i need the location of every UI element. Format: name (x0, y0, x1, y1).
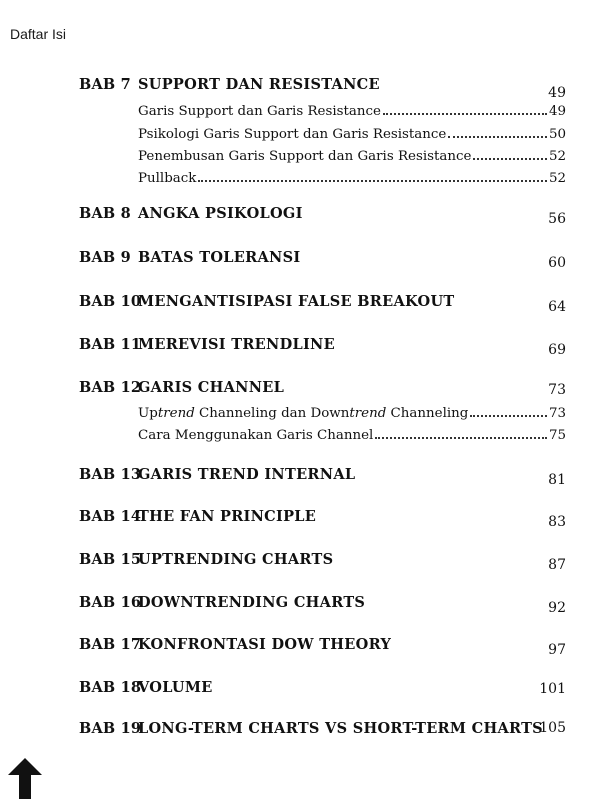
toc-subentry[interactable] (138, 124, 566, 142)
toc-subentry[interactable] (138, 403, 566, 421)
chapter-title: KONFRONTASI DOW THEORY (138, 636, 392, 653)
toc-chapter-13[interactable] (79, 466, 566, 490)
chapter-title: MEREVISI TRENDLINE (138, 336, 335, 353)
chapter-label: BAB 18 (79, 679, 142, 696)
toc-chapter-9[interactable] (79, 249, 566, 273)
subentry-page: 52 (548, 149, 566, 164)
chapter-page: 97 (548, 642, 566, 658)
toc-chapter-10[interactable] (79, 293, 566, 317)
subentry-title: Psikologi Garis Support dan Garis Resistance (138, 127, 447, 142)
chapter-title: UPTRENDING CHARTS (138, 551, 334, 568)
dot-leader (383, 113, 547, 115)
chapter-page: 83 (548, 514, 566, 530)
chapter-page: 60 (548, 255, 566, 271)
dot-leader (375, 437, 547, 439)
chapter-label: BAB 14 (79, 508, 142, 525)
subentry-title: Cara Menggunakan Garis Channel (138, 428, 374, 443)
chapter-title: THE FAN PRINCIPLE (138, 508, 317, 525)
dot-leader (448, 136, 547, 138)
chapter-title: BATAS TOLERANSI (138, 249, 301, 266)
subentry-page: 75 (548, 428, 566, 443)
dot-leader (198, 180, 547, 182)
toc-subentry[interactable] (138, 101, 566, 119)
up-arrow-icon[interactable] (8, 758, 42, 799)
toc-chapter-11[interactable] (79, 336, 566, 360)
chapter-page: 69 (548, 342, 566, 358)
chapter-page: 87 (548, 557, 566, 573)
chapter-title: DOWNTRENDING CHARTS (138, 594, 366, 611)
toc-subentry[interactable] (138, 146, 566, 164)
chapter-title: ANGKA PSIKOLOGI (138, 205, 303, 222)
chapter-title: MENGANTISIPASI FALSE BREAKOUT (138, 293, 455, 310)
chapter-page: 101 (539, 681, 566, 697)
subentry-page: 73 (548, 406, 566, 421)
chapter-label: BAB 19 (79, 720, 142, 737)
chapter-label: BAB 8 (79, 205, 131, 222)
chapter-label: BAB 15 (79, 551, 142, 568)
toc-chapter-18[interactable] (79, 679, 566, 703)
chapter-label: BAB 11 (79, 336, 142, 353)
subentry-title: Penembusan Garis Support dan Garis Resistance (138, 149, 472, 164)
chapter-label: BAB 16 (79, 594, 142, 611)
chapter-title: GARIS CHANNEL (138, 379, 285, 396)
chapter-label: BAB 9 (79, 249, 131, 266)
chapter-label: BAB 17 (79, 636, 142, 653)
chapter-label: BAB 12 (79, 379, 142, 396)
chapter-page: 81 (548, 472, 566, 488)
chapter-page: 92 (548, 600, 566, 616)
subentry-title: Uptrend Channeling dan Downtrend Channeling (138, 406, 469, 421)
dot-leader (470, 415, 547, 417)
toc-subentry[interactable] (138, 168, 566, 186)
chapter-label: BAB 13 (79, 466, 142, 483)
toc-chapter-8[interactable] (79, 205, 566, 229)
subentry-title: Garis Support dan Garis Resistance (138, 104, 381, 119)
toc-chapter-7[interactable] (79, 76, 566, 100)
page-header-title: Daftar Isi (10, 26, 67, 42)
subentry-page: 50 (548, 127, 566, 142)
toc-chapter-19[interactable] (79, 720, 566, 744)
chapter-title: GARIS TREND INTERNAL (138, 466, 356, 483)
chapter-label: BAB 7 (79, 76, 131, 93)
chapter-title: SUPPORT DAN RESISTANCE (138, 76, 380, 93)
toc-chapter-12[interactable] (79, 379, 566, 403)
subentry-page: 49 (548, 104, 566, 119)
toc-subentry[interactable] (138, 425, 566, 443)
toc-chapter-17[interactable] (79, 636, 566, 660)
chapter-label: BAB 10 (79, 293, 142, 310)
chapter-page: 56 (548, 211, 566, 227)
chapter-title: LONG-TERM CHARTS VS SHORT-TERM CHARTS (138, 720, 543, 737)
toc-chapter-14[interactable] (79, 508, 566, 532)
chapter-page: 73 (548, 382, 566, 398)
toc-chapter-15[interactable] (79, 551, 566, 575)
chapter-page: 105 (539, 720, 566, 736)
chapter-page: 64 (548, 299, 566, 315)
chapter-title: VOLUME (138, 679, 213, 696)
chapter-page: 49 (548, 85, 566, 101)
subentry-page: 52 (548, 171, 566, 186)
toc-chapter-16[interactable] (79, 594, 566, 618)
subentry-title: Pullback (138, 171, 197, 186)
dot-leader (473, 158, 547, 160)
